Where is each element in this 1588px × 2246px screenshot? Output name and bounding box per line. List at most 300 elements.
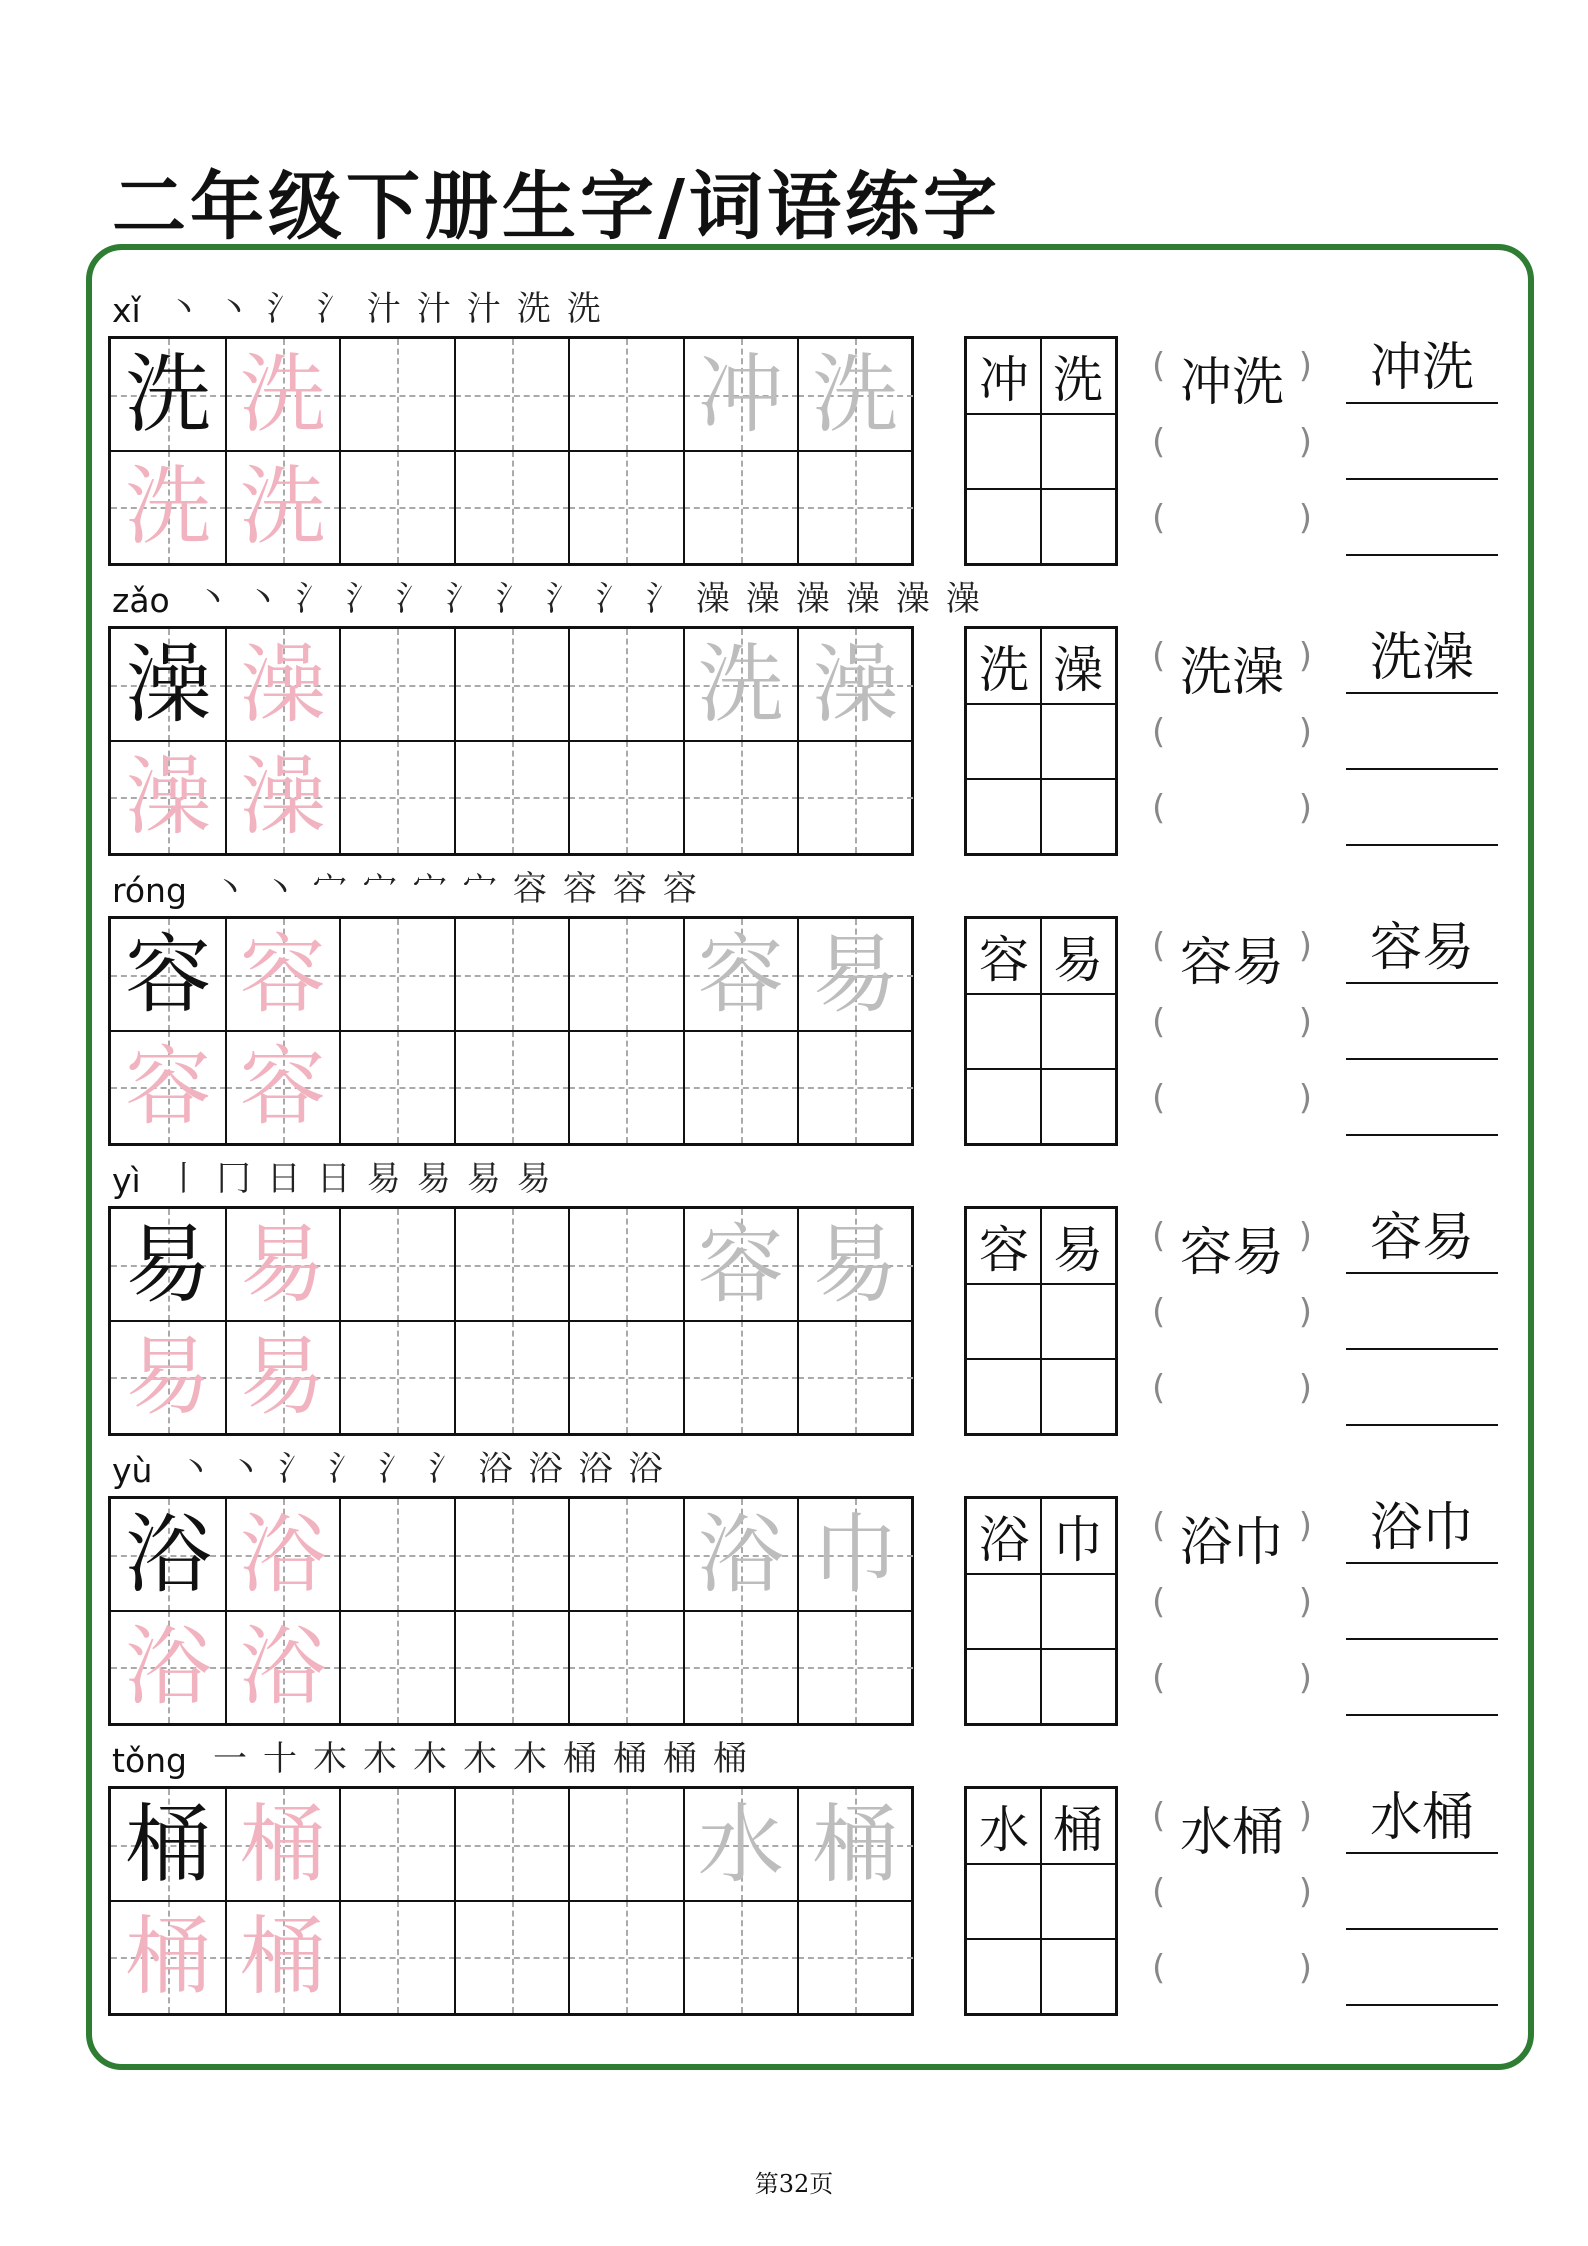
word-cell[interactable]: 水	[979, 1801, 1029, 1859]
writing-cell[interactable]	[226, 1901, 341, 2013]
paren-open: (	[1152, 1368, 1166, 1408]
word-cell[interactable]	[967, 1574, 1041, 1648]
guide-line-vertical	[626, 1031, 628, 1143]
practice-grid	[108, 336, 914, 566]
practice-grid	[108, 1786, 914, 2016]
stroke-step: 宀	[412, 869, 447, 909]
word-grid-divider	[1040, 629, 1042, 853]
stroke-step: 氵	[495, 579, 530, 619]
writing-cell[interactable]	[111, 1209, 226, 1321]
word-grid-divider	[967, 1573, 1115, 1575]
underline-blank[interactable]	[1346, 1656, 1498, 1716]
paren-close: )	[1298, 1796, 1312, 1836]
underline-blank[interactable]	[1346, 420, 1498, 480]
word-cell[interactable]	[967, 414, 1041, 488]
trace-character: 浴	[125, 1617, 212, 1717]
writing-cell[interactable]	[684, 1499, 799, 1611]
trace-character: 洗	[239, 457, 326, 557]
writing-cell[interactable]	[455, 451, 570, 563]
writing-cell[interactable]	[340, 629, 455, 741]
word-grid-divider	[1040, 1499, 1042, 1723]
writing-cell[interactable]	[569, 1321, 684, 1433]
writing-cell[interactable]	[226, 1031, 341, 1143]
writing-cell[interactable]	[798, 1031, 913, 1143]
underline-blank[interactable]	[1346, 786, 1498, 846]
paren-blank[interactable]	[1152, 782, 1312, 842]
writing-cell[interactable]	[340, 1901, 455, 2013]
stroke-step: 浴	[628, 1449, 663, 1489]
writing-cell[interactable]	[798, 1499, 913, 1611]
paren-blank[interactable]	[1152, 706, 1312, 766]
paren-blank	[1152, 1500, 1312, 1573]
paren-open: (	[1152, 788, 1166, 828]
pinyin-label: yì	[112, 1161, 141, 1200]
trace-character: 桶	[239, 1795, 326, 1895]
guide-line-vertical	[512, 339, 514, 451]
writing-cell[interactable]	[455, 1611, 570, 1723]
trace-character: 浴	[239, 1617, 326, 1717]
underline-blank	[1346, 1208, 1498, 1274]
stroke-step: 木	[413, 1739, 447, 1779]
stroke-step: 桶	[713, 1739, 747, 1779]
writing-cell[interactable]	[340, 1209, 455, 1321]
writing-cell[interactable]	[111, 1611, 226, 1723]
writing-cell[interactable]	[684, 741, 799, 853]
guide-line-vertical	[626, 1611, 628, 1723]
writing-cell[interactable]	[798, 1611, 913, 1723]
writing-cell[interactable]	[226, 1209, 341, 1321]
guide-line-vertical	[626, 1789, 628, 1901]
writing-cell[interactable]	[798, 339, 913, 451]
writing-cell[interactable]	[569, 339, 684, 451]
writing-cell[interactable]	[340, 1031, 455, 1143]
model-character: 浴	[125, 1505, 212, 1605]
word-cell[interactable]	[967, 1648, 1041, 1722]
writing-cell[interactable]	[569, 741, 684, 853]
stroke-step: 澡	[695, 579, 730, 619]
trace-character: 容	[239, 925, 326, 1025]
word-cell[interactable]	[1041, 1574, 1115, 1648]
word-cell[interactable]	[967, 1358, 1041, 1432]
writing-cell[interactable]	[111, 451, 226, 563]
paren-blank[interactable]	[1152, 1576, 1312, 1636]
writing-cell[interactable]	[684, 1321, 799, 1433]
paren-close: )	[1298, 1948, 1312, 1988]
grid-divider	[111, 1320, 911, 1322]
word-cell[interactable]	[1041, 1284, 1115, 1358]
word-cell[interactable]: 澡	[1053, 641, 1103, 699]
writing-cell[interactable]	[111, 919, 226, 1031]
practice-section	[108, 580, 1508, 872]
underline-blank	[1346, 628, 1498, 694]
writing-cell[interactable]	[455, 1789, 570, 1901]
writing-cell[interactable]	[569, 1611, 684, 1723]
paren-blank	[1152, 920, 1312, 993]
writing-cell[interactable]	[340, 741, 455, 853]
writing-cell[interactable]	[798, 741, 913, 853]
stroke-step: 汁	[416, 289, 451, 329]
trace-character: 浴	[239, 1505, 326, 1605]
paren-close: )	[1298, 498, 1312, 538]
writing-cell[interactable]	[226, 1499, 341, 1611]
word-cell[interactable]	[967, 1284, 1041, 1358]
word-cell[interactable]	[1041, 1068, 1115, 1142]
paren-close: )	[1298, 422, 1312, 462]
paren-blank	[1152, 340, 1312, 413]
stroke-step: 汁	[366, 289, 401, 329]
word-text: 冲洗	[1369, 338, 1474, 398]
stroke-step: 丶	[166, 289, 201, 329]
grid-divider	[111, 1900, 911, 1902]
underline-blank[interactable]	[1346, 1000, 1498, 1060]
paren-blank[interactable]	[1152, 1942, 1312, 2002]
guide-line-vertical	[512, 1901, 514, 2013]
stroke-step: 丶	[195, 579, 230, 619]
guide-line-vertical	[512, 1611, 514, 1723]
writing-cell[interactable]	[111, 1901, 226, 2013]
guide-line-vertical	[397, 741, 399, 853]
trace-character: 洗	[239, 345, 326, 445]
paren-close: )	[1298, 1368, 1312, 1408]
trace-character: 易	[239, 1327, 326, 1427]
trace-character: 易	[812, 1215, 899, 1315]
writing-cell[interactable]	[569, 919, 684, 1031]
word-cell[interactable]	[967, 1864, 1041, 1938]
trace-character: 澡	[125, 747, 212, 847]
underline-blank	[1346, 1498, 1498, 1564]
writing-cell[interactable]	[226, 919, 341, 1031]
paren-close: )	[1298, 1292, 1312, 1332]
writing-cell[interactable]	[569, 1789, 684, 1901]
word-grid	[964, 916, 1118, 1146]
guide-line-vertical	[855, 1321, 857, 1433]
stroke-step: 宀	[362, 869, 397, 909]
paren-blank[interactable]	[1152, 492, 1312, 552]
writing-cell[interactable]	[798, 919, 913, 1031]
stroke-step: 容	[662, 869, 697, 909]
stroke-step: 氵	[595, 579, 630, 619]
guide-line-vertical	[512, 451, 514, 563]
writing-cell[interactable]	[684, 1901, 799, 2013]
paren-open: (	[1152, 1796, 1166, 1836]
word-cell[interactable]	[1041, 704, 1115, 778]
stroke-step: 容	[612, 869, 647, 909]
guide-line-vertical	[512, 1321, 514, 1433]
writing-cell[interactable]	[226, 629, 341, 741]
word-cell[interactable]: 易	[1053, 1221, 1103, 1279]
writing-cell[interactable]	[455, 1901, 570, 2013]
word-text: 水桶	[1179, 1803, 1284, 1863]
writing-cell[interactable]	[798, 1321, 913, 1433]
writing-cell[interactable]	[340, 339, 455, 451]
underline-blank[interactable]	[1346, 1366, 1498, 1426]
word-cell[interactable]: 容	[979, 931, 1029, 989]
word-cell[interactable]	[1041, 994, 1115, 1068]
word-cell[interactable]: 巾	[1053, 1511, 1103, 1569]
stroke-step: 丶	[216, 289, 251, 329]
writing-cell[interactable]	[455, 1209, 570, 1321]
trace-character: 桶	[125, 1907, 212, 2007]
guide-line-vertical	[397, 629, 399, 741]
pinyin-stroke-row	[112, 1740, 755, 1780]
word-grid	[964, 1496, 1118, 1726]
word-cell[interactable]	[1041, 1864, 1115, 1938]
writing-cell[interactable]	[340, 1789, 455, 1901]
writing-cell[interactable]	[684, 1031, 799, 1143]
writing-cell[interactable]	[684, 1611, 799, 1723]
paren-blank[interactable]	[1152, 416, 1312, 476]
word-cell[interactable]	[967, 1938, 1041, 2012]
stroke-step: 丶	[228, 1449, 263, 1489]
word-grid-divider	[967, 1358, 1115, 1360]
stroke-step: 浴	[528, 1449, 563, 1489]
writing-cell[interactable]	[798, 1789, 913, 1901]
word-grid-divider	[1040, 1209, 1042, 1433]
practice-grid	[108, 626, 914, 856]
practice-grid	[108, 1206, 914, 1436]
writing-cell[interactable]	[684, 919, 799, 1031]
word-cell[interactable]: 桶	[1053, 1801, 1103, 1859]
practice-section	[108, 1740, 1508, 2032]
word-cell[interactable]: 冲	[979, 351, 1029, 409]
writing-cell[interactable]	[684, 1789, 799, 1901]
word-grid	[964, 1206, 1118, 1436]
paren-close: )	[1298, 1506, 1312, 1546]
writing-cell[interactable]	[798, 1901, 913, 2013]
writing-cell[interactable]	[684, 451, 799, 563]
guide-line-vertical	[626, 741, 628, 853]
stroke-step: 氵	[395, 579, 430, 619]
word-grid-divider	[967, 703, 1115, 705]
trace-character: 桶	[239, 1907, 326, 2007]
paren-open: (	[1152, 712, 1166, 752]
word-text: 冲洗	[1179, 353, 1284, 413]
underline-blank[interactable]	[1346, 1946, 1498, 2006]
writing-cell[interactable]	[455, 339, 570, 451]
stroke-step: 十	[263, 1739, 297, 1779]
paren-close: )	[1298, 1002, 1312, 1042]
stroke-step: 氵	[295, 579, 330, 619]
writing-cell[interactable]	[455, 741, 570, 853]
underline-blank	[1346, 918, 1498, 984]
paren-open: (	[1152, 1872, 1166, 1912]
writing-cell[interactable]	[111, 339, 226, 451]
pinyin-stroke-row	[112, 1450, 670, 1490]
writing-cell[interactable]	[340, 451, 455, 563]
paren-blank[interactable]	[1152, 1362, 1312, 1422]
writing-cell[interactable]	[684, 629, 799, 741]
word-cell[interactable]	[967, 994, 1041, 1068]
trace-character: 易	[812, 925, 899, 1025]
writing-cell[interactable]	[455, 1499, 570, 1611]
writing-cell[interactable]	[569, 1209, 684, 1321]
trace-character: 洗	[697, 635, 784, 735]
paren-blank[interactable]	[1152, 1072, 1312, 1132]
writing-cell[interactable]	[226, 339, 341, 451]
stroke-step: 容	[512, 869, 547, 909]
paren-blank[interactable]	[1152, 1652, 1312, 1712]
stroke-step: 冂	[216, 1159, 251, 1199]
guide-line-vertical	[626, 339, 628, 451]
guide-line-vertical	[397, 1789, 399, 1901]
word-grid-divider	[967, 1283, 1115, 1285]
word-text: 浴巾	[1179, 1513, 1284, 1573]
trace-character: 桶	[812, 1795, 899, 1895]
writing-cell[interactable]	[569, 1031, 684, 1143]
stroke-step: 宀	[462, 869, 497, 909]
stroke-step: 澡	[845, 579, 880, 619]
word-grid-divider	[967, 1863, 1115, 1865]
writing-cell[interactable]	[340, 1499, 455, 1611]
word-cell[interactable]	[1041, 778, 1115, 852]
writing-cell[interactable]	[455, 1031, 570, 1143]
paren-close: )	[1298, 1582, 1312, 1622]
trace-character: 容	[697, 925, 784, 1025]
stroke-step: 丨	[166, 1159, 201, 1199]
word-grid-divider	[967, 488, 1115, 490]
writing-cell[interactable]	[340, 919, 455, 1031]
stroke-step: 洗	[566, 289, 601, 329]
writing-cell[interactable]	[226, 451, 341, 563]
stroke-step: 易	[466, 1159, 501, 1199]
writing-cell[interactable]	[226, 1789, 341, 1901]
writing-cell[interactable]	[340, 1611, 455, 1723]
word-cell[interactable]	[1041, 1358, 1115, 1432]
trace-character: 浴	[697, 1505, 784, 1605]
practice-grid	[108, 916, 914, 1146]
paren-open: (	[1152, 1292, 1166, 1332]
guide-line-vertical	[397, 451, 399, 563]
underline-blank[interactable]	[1346, 1870, 1498, 1930]
guide-line-vertical	[626, 629, 628, 741]
word-cell[interactable]	[967, 488, 1041, 562]
word-cell[interactable]: 洗	[1053, 351, 1103, 409]
writing-cell[interactable]	[226, 1321, 341, 1433]
word-grid-divider	[967, 1068, 1115, 1070]
model-character: 澡	[125, 635, 212, 735]
word-cell[interactable]	[967, 704, 1041, 778]
paren-blank[interactable]	[1152, 1866, 1312, 1926]
word-cell[interactable]	[1041, 488, 1115, 562]
writing-cell[interactable]	[569, 1901, 684, 2013]
word-cell[interactable]	[1041, 414, 1115, 488]
writing-cell[interactable]	[455, 629, 570, 741]
word-cell[interactable]	[1041, 1938, 1115, 2012]
writing-cell[interactable]	[340, 1321, 455, 1433]
guide-line-vertical	[512, 1031, 514, 1143]
model-character: 易	[125, 1215, 212, 1315]
guide-line-vertical	[741, 1901, 743, 2013]
page-number: 第32页	[754, 2170, 834, 2198]
underline-blank[interactable]	[1346, 1076, 1498, 1136]
stroke-step: 氵	[266, 289, 301, 329]
word-cell[interactable]	[967, 778, 1041, 852]
writing-cell[interactable]	[798, 1209, 913, 1321]
word-text: 容易	[1179, 1223, 1284, 1283]
writing-cell[interactable]	[684, 339, 799, 451]
writing-cell[interactable]	[569, 1499, 684, 1611]
writing-cell[interactable]	[684, 1209, 799, 1321]
writing-cell[interactable]	[798, 451, 913, 563]
underline-blank[interactable]	[1346, 1580, 1498, 1640]
trace-character: 容	[239, 1037, 326, 1137]
word-grid-divider	[1040, 1789, 1042, 2013]
word-cell[interactable]: 易	[1053, 931, 1103, 989]
paren-blank[interactable]	[1152, 1286, 1312, 1346]
trace-character: 澡	[239, 635, 326, 735]
writing-cell[interactable]	[111, 1789, 226, 1901]
writing-cell[interactable]	[455, 1321, 570, 1433]
writing-cell[interactable]	[569, 451, 684, 563]
pinyin-stroke-row	[112, 1160, 559, 1200]
word-cell[interactable]: 容	[979, 1221, 1029, 1279]
paren-blank[interactable]	[1152, 996, 1312, 1056]
writing-cell[interactable]	[111, 1499, 226, 1611]
writing-cell[interactable]	[226, 741, 341, 853]
word-cell[interactable]	[967, 1068, 1041, 1142]
paren-open: (	[1152, 1506, 1166, 1546]
stroke-step: 木	[463, 1739, 497, 1779]
trace-character: 容	[125, 1037, 212, 1137]
paren-open: (	[1152, 1002, 1166, 1042]
stroke-step: 桶	[563, 1739, 597, 1779]
guide-line-vertical	[741, 1611, 743, 1723]
writing-cell[interactable]	[111, 629, 226, 741]
writing-cell[interactable]	[111, 1321, 226, 1433]
underline-blank[interactable]	[1346, 1290, 1498, 1350]
practice-section	[108, 290, 1508, 582]
stroke-step: 木	[513, 1739, 547, 1779]
paren-close: )	[1298, 1658, 1312, 1698]
word-text: 容易	[1369, 918, 1474, 978]
stroke-step: 氵	[428, 1449, 463, 1489]
paren-open: (	[1152, 346, 1166, 386]
guide-line-vertical	[626, 1901, 628, 2013]
paren-close: )	[1298, 1216, 1312, 1256]
underline-blank[interactable]	[1346, 496, 1498, 556]
writing-cell[interactable]	[111, 1031, 226, 1143]
word-cell[interactable]: 洗	[979, 641, 1029, 699]
guide-line-vertical	[855, 451, 857, 563]
stroke-step: 丶	[262, 869, 297, 909]
guide-line-vertical	[512, 1789, 514, 1901]
stroke-step: 汁	[466, 289, 501, 329]
word-grid	[964, 626, 1118, 856]
writing-cell[interactable]	[569, 629, 684, 741]
guide-line-vertical	[855, 1611, 857, 1723]
word-cell[interactable]: 浴	[979, 1511, 1029, 1569]
word-grid-divider	[967, 413, 1115, 415]
guide-line-vertical	[855, 741, 857, 853]
word-grid-divider	[967, 778, 1115, 780]
stroke-step: 洗	[516, 289, 551, 329]
underline-blank[interactable]	[1346, 710, 1498, 770]
guide-line-vertical	[397, 1031, 399, 1143]
writing-cell[interactable]	[455, 919, 570, 1031]
trace-character: 容	[697, 1215, 784, 1315]
stroke-step: 氵	[278, 1449, 313, 1489]
writing-cell[interactable]	[111, 741, 226, 853]
guide-line-vertical	[626, 451, 628, 563]
writing-cell[interactable]	[226, 1611, 341, 1723]
writing-cell[interactable]	[798, 629, 913, 741]
practice-section	[108, 1450, 1508, 1742]
page-title: 二年级下册生字/词语练字	[112, 164, 1002, 250]
pinyin-stroke-row	[112, 580, 988, 620]
word-cell[interactable]	[1041, 1648, 1115, 1722]
paren-open: (	[1152, 926, 1166, 966]
trace-character: 水	[697, 1795, 784, 1895]
